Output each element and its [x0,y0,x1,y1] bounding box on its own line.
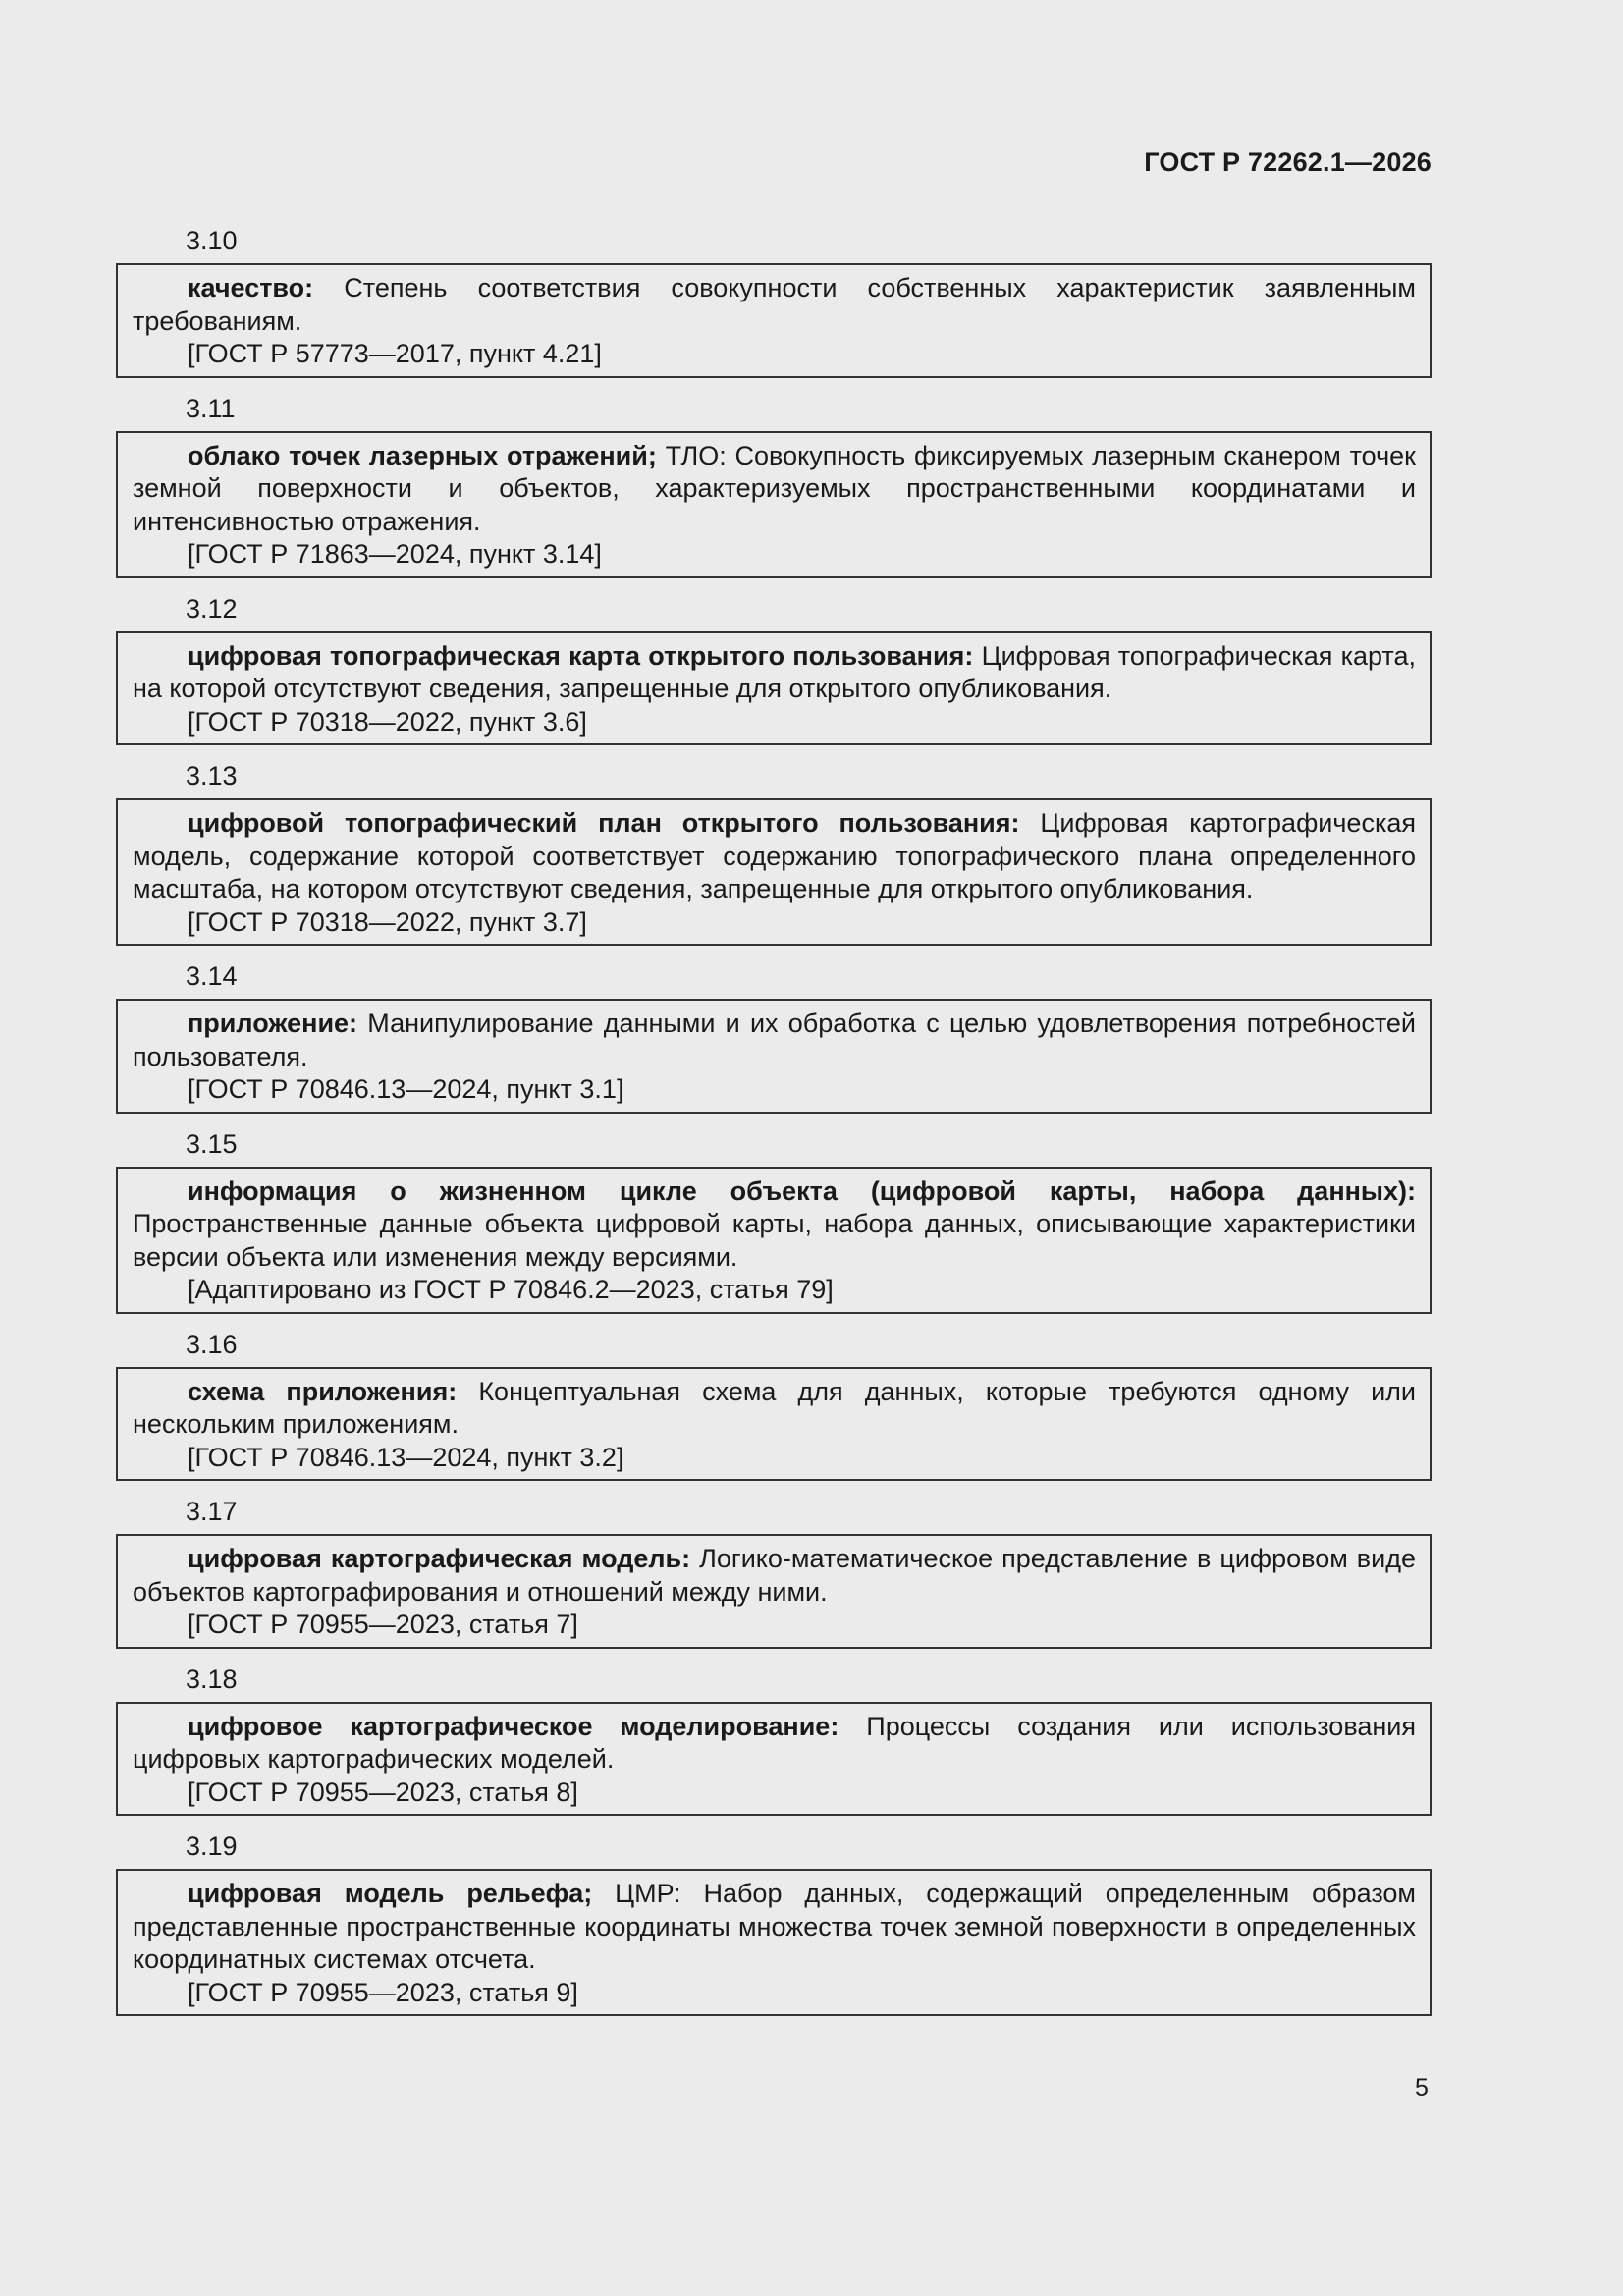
term-entry [116,1127,1432,1314]
term-number: 3.16 [186,1329,238,1359]
term-box [116,631,1432,746]
term-definition-paragraph [133,272,1416,338]
term-source: [ГОСТ Р 70318—2022, пункт 3.7] [188,906,587,937]
terms-list [116,224,1432,2030]
term-source: [ГОСТ Р 70318—2022, пункт 3.6] [188,706,587,737]
term-box [116,1367,1432,1482]
term-name: цифровое картографическое моделирование: [188,1711,839,1741]
term-name: приложение: [188,1009,358,1038]
term-definition-paragraph [133,640,1416,706]
term-box [116,1167,1432,1314]
term-number: 3.13 [186,761,238,791]
term-entry [116,1495,1432,1649]
term-name: схема приложения: [188,1376,458,1406]
term-source: [ГОСТ Р 57773—2017, пункт 4.21] [188,339,602,368]
term-definition: Манипулирование данными и их обработка с целью удовлетворения потребностей пользователя. [133,1009,1416,1071]
term-definition-paragraph [133,1376,1416,1442]
term-number: 3.19 [186,1831,238,1861]
term-definition: Пространственные данные объекта цифровой карты, набора данных, описывающие характеристики версии объекта или изменения между версиями. [133,1209,1416,1272]
term-number: 3.18 [186,1664,238,1694]
term-source: [ГОСТ Р 70955—2023, статья 8] [188,1777,578,1807]
term-name: облако точек лазерных отражений; [188,440,657,470]
term-definition-paragraph [133,1711,1416,1777]
term-box [116,1534,1432,1649]
term-entry [116,592,1432,746]
document-header: ГОСТ Р 72262.1—2026 [1144,147,1432,177]
term-box [116,999,1432,1114]
term-entry [116,1328,1432,1482]
term-box [116,431,1432,578]
term-definition-paragraph [133,440,1416,539]
term-definition: Концептуальная схема для данных, которые требуются одному или нескольким приложениям. [133,1376,1416,1439]
term-box [116,1869,1432,2016]
term-number: 3.17 [186,1497,238,1526]
term-entry [116,1663,1432,1817]
term-entry [116,224,1432,378]
term-definition-paragraph [133,1543,1416,1609]
term-source: [Адаптировано из ГОСТ Р 70846.2—2023, статья 79] [188,1275,834,1304]
term-source: [ГОСТ Р 71863—2024, пункт 3.14] [188,539,602,569]
term-entry [116,959,1432,1114]
term-definition: Цифровая топографическая карта, на которой отсутствуют сведения, запрещенные для открытого опубликования. [133,640,1416,703]
term-name: цифровая топографическая карта открытого пользования: [188,640,974,671]
term-definition-paragraph [133,1175,1416,1275]
term-definition: Степень соответствия совокупности собственных характеристик заявленным требованиям. [133,273,1416,336]
page-number: 5 [1415,2074,1429,2102]
term-definition: Процессы создания или использования цифровых картографических моделей. [133,1711,1416,1774]
term-source: [ГОСТ Р 70846.13—2024, пункт 3.2] [188,1442,624,1472]
term-definition: Логико-математическое представление в цифровом виде объектов картографирования и отношений между ними. [133,1544,1416,1607]
term-box [116,1702,1432,1817]
term-number: 3.11 [186,393,236,423]
term-number: 3.12 [186,593,238,624]
term-source: [ГОСТ Р 70846.13—2024, пункт 3.1] [188,1074,624,1104]
term-source: [ГОСТ Р 70955—2023, статья 7] [188,1610,578,1639]
term-definition-paragraph [133,1008,1416,1073]
term-definition: ЦМР: Набор данных, содержащий определенным образом представленные пространственные координаты множества точек земной поверхности в определенных координатных системах отсчета. [133,1879,1416,1974]
term-definition: ТЛО: Совокупность фиксируемых лазерным сканером точек земной поверхности и объектов, характеризуемых пространственными координатами и интенсивностью отражения. [133,440,1416,536]
term-name: цифровая картографическая модель: [188,1544,691,1573]
term-definition-paragraph [133,807,1416,906]
term-definition-paragraph [133,1878,1416,1977]
term-name: информация о жизненном цикле объекта (цифровой карты, набора данных): [188,1175,1416,1206]
term-name: цифровая модель рельефа; [188,1879,593,1908]
term-number: 3.14 [186,961,238,991]
term-source: [ГОСТ Р 70955—2023, статья 9] [188,1977,578,2007]
term-definition: Цифровая картографическая модель, содержание которой соответствует содержанию топографического плана определенного масштаба, на котором отсутствуют сведения, запрещенные для открытого опубликования. [133,808,1416,903]
term-box [116,798,1432,946]
term-number: 3.10 [186,226,238,255]
term-name: качество: [188,273,314,302]
term-entry [116,759,1432,946]
term-number: 3.15 [186,1128,238,1159]
term-box [116,263,1432,378]
term-name: цифровой топографический план открытого пользования: [188,808,1020,838]
term-entry [116,1830,1432,2016]
term-entry [116,392,1432,578]
